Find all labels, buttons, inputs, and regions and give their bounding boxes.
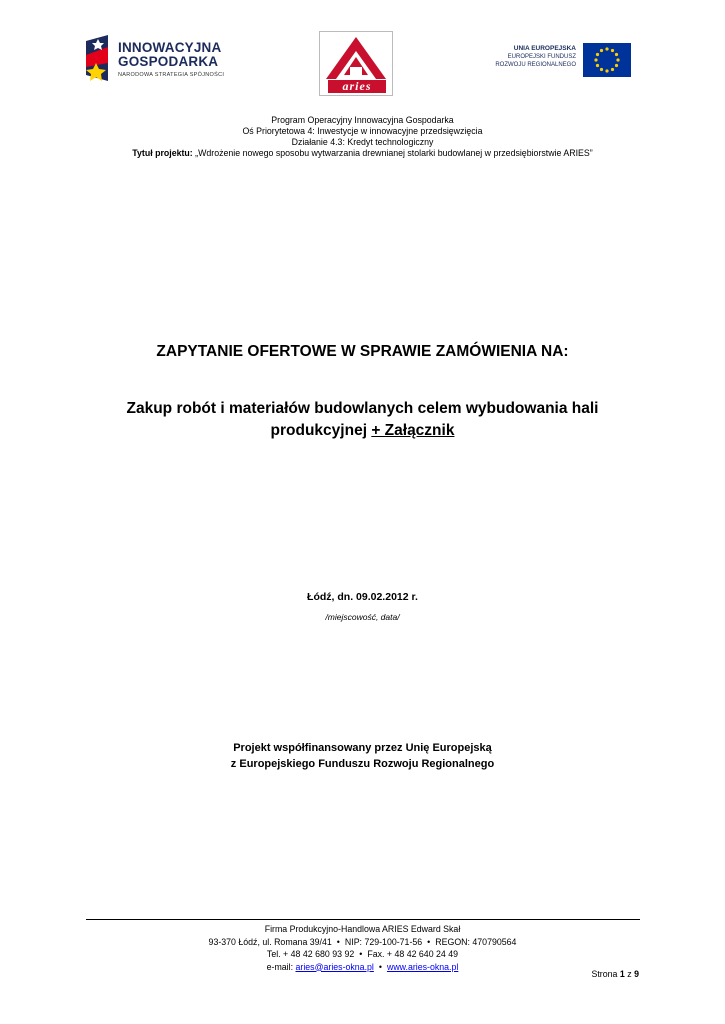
program-line2: Oś Priorytetowa 4: Inwestycje w innowacyjne przedsięwzięcia: [242, 126, 483, 136]
eu-logo-line1: UNIA EUROPEJSKA: [513, 45, 576, 52]
footer-nip: NIP: 729-100-71-56: [344, 936, 423, 947]
footer-phone-line: [0, 948, 725, 961]
page-of: z: [627, 969, 632, 979]
footer-divider: [86, 919, 640, 920]
aries-logo-word: aries: [328, 80, 386, 93]
aries-triangle-icon: [324, 35, 388, 79]
page-total: 9: [634, 969, 639, 979]
footer-fax: Fax. + 48 42 640 24 49: [367, 949, 459, 959]
project-title-label: Tytuł projektu:: [132, 148, 193, 158]
bullet-icon: •: [378, 961, 382, 972]
document-date: Łódź, dn. 09.02.2012 r.: [307, 591, 418, 603]
bullet-icon: •: [427, 936, 431, 947]
footer-company: Firma Produkcyjno-Handlowa ARIES Edward Skał: [264, 924, 461, 934]
eu-logo-text: [495, 45, 576, 69]
ig-logo-line2: GOSPODARKA: [118, 54, 219, 69]
eu-logo: [486, 43, 631, 79]
innowacyjna-gospodarka-logo: [82, 33, 232, 85]
bullet-icon: •: [336, 936, 340, 947]
cofinancing-line1: Projekt współfinansowany przez Unię Europejską: [233, 742, 492, 754]
footer-regon: REGON: 470790564: [435, 936, 517, 947]
date-label: /miejscowość, data/: [325, 612, 400, 622]
page-label: Strona: [591, 969, 618, 979]
subtitle-attachment: + Załącznik: [371, 422, 455, 439]
program-info: [0, 115, 725, 159]
ig-logo-line1: INNOWACYJNA: [118, 40, 222, 55]
program-line1: Program Operacyjny Innowacyjna Gospodarka: [271, 115, 454, 125]
bullet-icon: •: [359, 949, 363, 959]
project-title: „Wdrożenie nowego sposobu wytwarzania drewnianej stolarki budowlanej w przedsiębiorstwie ARIES”: [192, 148, 593, 158]
page-number: [592, 969, 640, 979]
eu-logo-line3: ROZWOJU REGIONALNEGO: [495, 62, 576, 68]
cofinancing-line2: z Europejskiego Funduszu Rozwoju Regionalnego: [230, 758, 495, 770]
eu-logo-line2: EUROPEJSKI FUNDUSZ: [507, 54, 576, 60]
footer-email-link[interactable]: aries@aries-okna.pl: [295, 961, 374, 972]
cofinancing-note: [0, 740, 725, 772]
project-title-line: [0, 148, 725, 159]
ig-star-icon: [82, 33, 112, 83]
footer-website-link[interactable]: www.aries-okna.pl: [386, 961, 459, 972]
document-title: ZAPYTANIE OFERTOWE W SPRAWIE ZAMÓWIENIA NA:: [156, 343, 569, 360]
footer-address-line: [0, 936, 725, 949]
footer-email-label: e-mail:: [266, 961, 294, 972]
program-line3: Działanie 4.3: Kredyt technologiczny: [291, 137, 434, 147]
subtitle-main: Zakup robót i materiałów budowlanych celem wybudowania hali produkcyjnej: [126, 400, 599, 439]
ig-logo-line3: NARODOWA STRATEGIA SPÓJNOŚCI: [118, 72, 225, 78]
footer-address: 93-370 Łódź, ul. Romana 39/41: [208, 936, 332, 947]
footer: [0, 923, 725, 973]
page-current: 1: [619, 969, 625, 979]
eu-flag-icon: [583, 43, 631, 77]
footer-tel: Tel. + 48 42 680 93 92: [266, 949, 355, 959]
aries-logo: [319, 31, 393, 96]
document-subtitle: [90, 398, 635, 442]
